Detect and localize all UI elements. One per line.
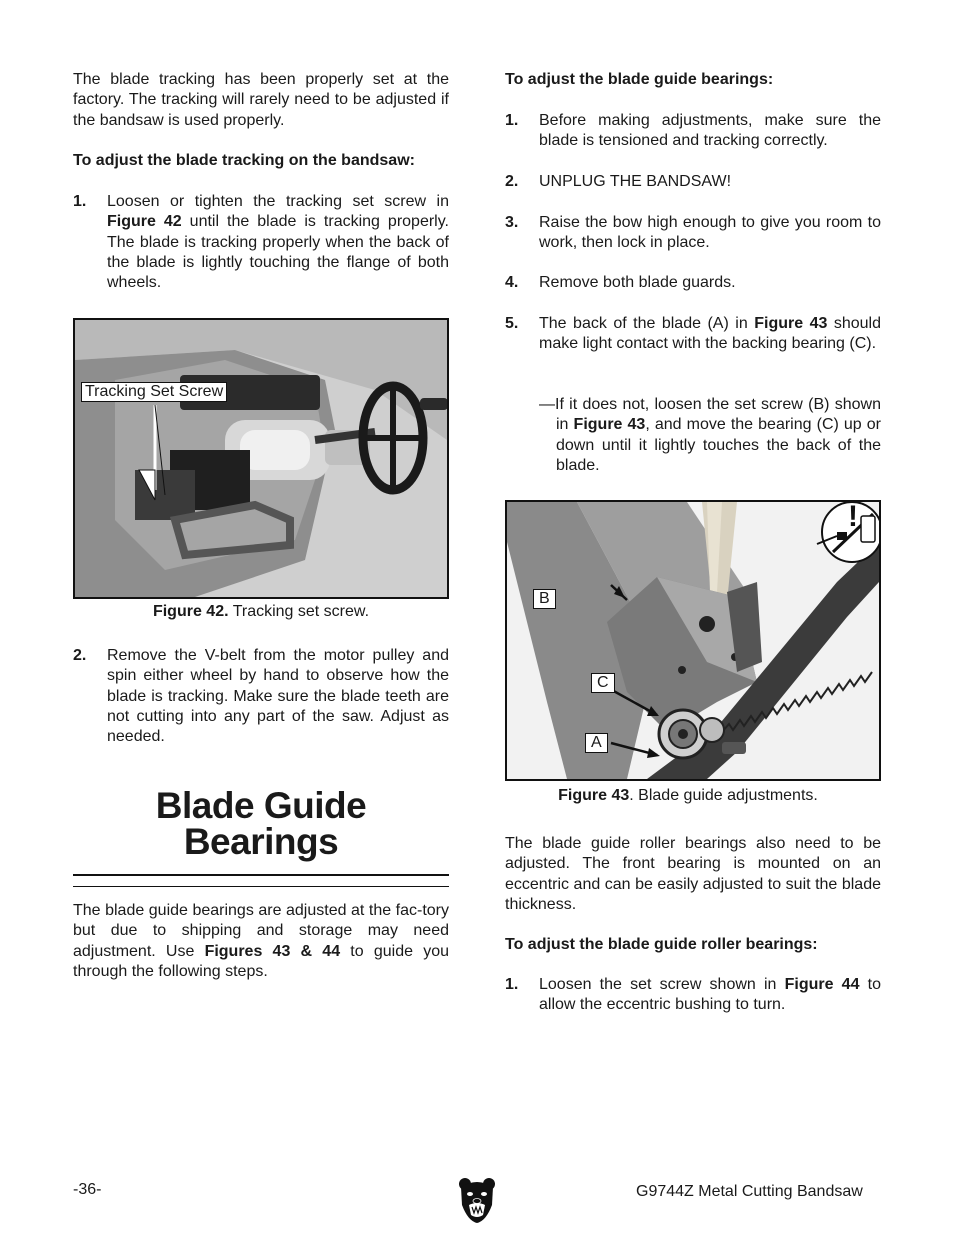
section-rule-thick	[73, 874, 449, 876]
figure-reference: Figure 42	[107, 213, 182, 231]
figure-reference: Figure 44	[784, 976, 860, 993]
bearings-intro-paragraph: The blade guide bearings are adjusted at the fac-tory but due to shipping and storage may need adjustment. Use Figures 43 & 44 to guide you through the following steps.	[73, 902, 449, 980]
bearings-step-3	[505, 213, 881, 254]
step-text: Loosen or tighten the tracking set screw in Figure 42 until the blade is tracking properly. The blade is tracking properly when the back of the blade is lightly touching the flange of both wheels.	[107, 193, 449, 292]
bear-logo-icon	[458, 1177, 496, 1223]
figure-reference: Figure 43	[754, 315, 828, 332]
step-text: The back of the blade (A) in Figure 43 should make light contact with the backing bearing (C).	[539, 315, 882, 353]
page-number: -36-	[73, 1181, 102, 1198]
product-name: G9744Z Metal Cutting Bandsaw	[636, 1183, 863, 1200]
step-number: 5.	[505, 315, 519, 332]
step-number: 3.	[505, 214, 519, 231]
section-rule-thin	[73, 886, 449, 887]
bearings-step-1	[505, 111, 881, 152]
bearings-step-4	[505, 273, 881, 293]
step-text: Before making adjustments, make sure the blade is tensioned and tracking correctly.	[539, 112, 881, 150]
tracking-step-1	[73, 192, 449, 293]
figure-reference: Figure 43	[573, 416, 646, 434]
roller-intro-paragraph: The blade guide roller bearings also need to be adjusted. The front bearing is mounted on an eccentric and can be easily adjusted to suit the blade thickness.	[505, 835, 881, 913]
step-text: Remove both blade guards.	[539, 274, 736, 291]
tracking-intro-paragraph: The blade tracking has been properly set at the factory. The tracking will rarely need to be adjusted if the bandsaw is used properly.	[73, 71, 449, 129]
step-number: 1.	[505, 112, 519, 129]
figure-43-photo	[505, 500, 881, 781]
bearings-step-2	[505, 172, 881, 192]
figure-reference: Figures 43 & 44	[204, 942, 341, 960]
svg-text:!: !	[848, 502, 858, 533]
tracking-assembly-illustration	[75, 320, 447, 597]
bearings-step-5	[505, 314, 881, 355]
callout-b: B	[533, 589, 556, 609]
tracking-step-2	[73, 646, 449, 747]
step-text: UNPLUG THE BANDSAW!	[539, 173, 732, 190]
figure-42-photo	[73, 318, 449, 599]
step-number: 1.	[505, 976, 519, 993]
figure-42-caption: Figure 42. Tracking set screw.	[152, 603, 370, 620]
step-text: Remove the V-belt from the motor pulley and spin either wheel by hand to observe how the blade is tracking. Make sure the blade teeth are not cutting into any part of the saw. Adjust as needed.	[107, 647, 449, 746]
step-number: 2.	[505, 173, 519, 190]
roller-heading: To adjust the blade guide roller bearings:	[505, 936, 818, 953]
step-text: Raise the bow high enough to give you room to work, then lock in place.	[539, 214, 881, 252]
figure-43-caption: Figure 43. Blade guide adjustments.	[558, 787, 818, 804]
step-text: Loosen the set screw shown in Figure 44 to allow the eccentric bushing to turn.	[539, 976, 882, 1014]
bearings-step-5-note: —If it does not, loosen the set screw (B) shown in Figure 43, and move the bearing (C) up or down until it lightly touches the back of the blade.	[539, 396, 882, 474]
tracking-set-screw-callout: Tracking Set Screw	[81, 382, 227, 402]
step-number: 4.	[505, 274, 519, 291]
section-title: Blade Guide Bearings	[155, 785, 367, 862]
step-number: 2.	[73, 647, 87, 664]
bearings-heading: To adjust the blade guide bearings:	[505, 71, 774, 88]
blade-guide-illustration	[507, 502, 879, 779]
roller-step-1	[505, 975, 881, 1016]
callout-c: C	[591, 673, 615, 693]
callout-a: A	[585, 733, 608, 753]
step-number: 1.	[73, 193, 87, 210]
tracking-heading: To adjust the blade tracking on the bandsaw:	[73, 152, 415, 169]
